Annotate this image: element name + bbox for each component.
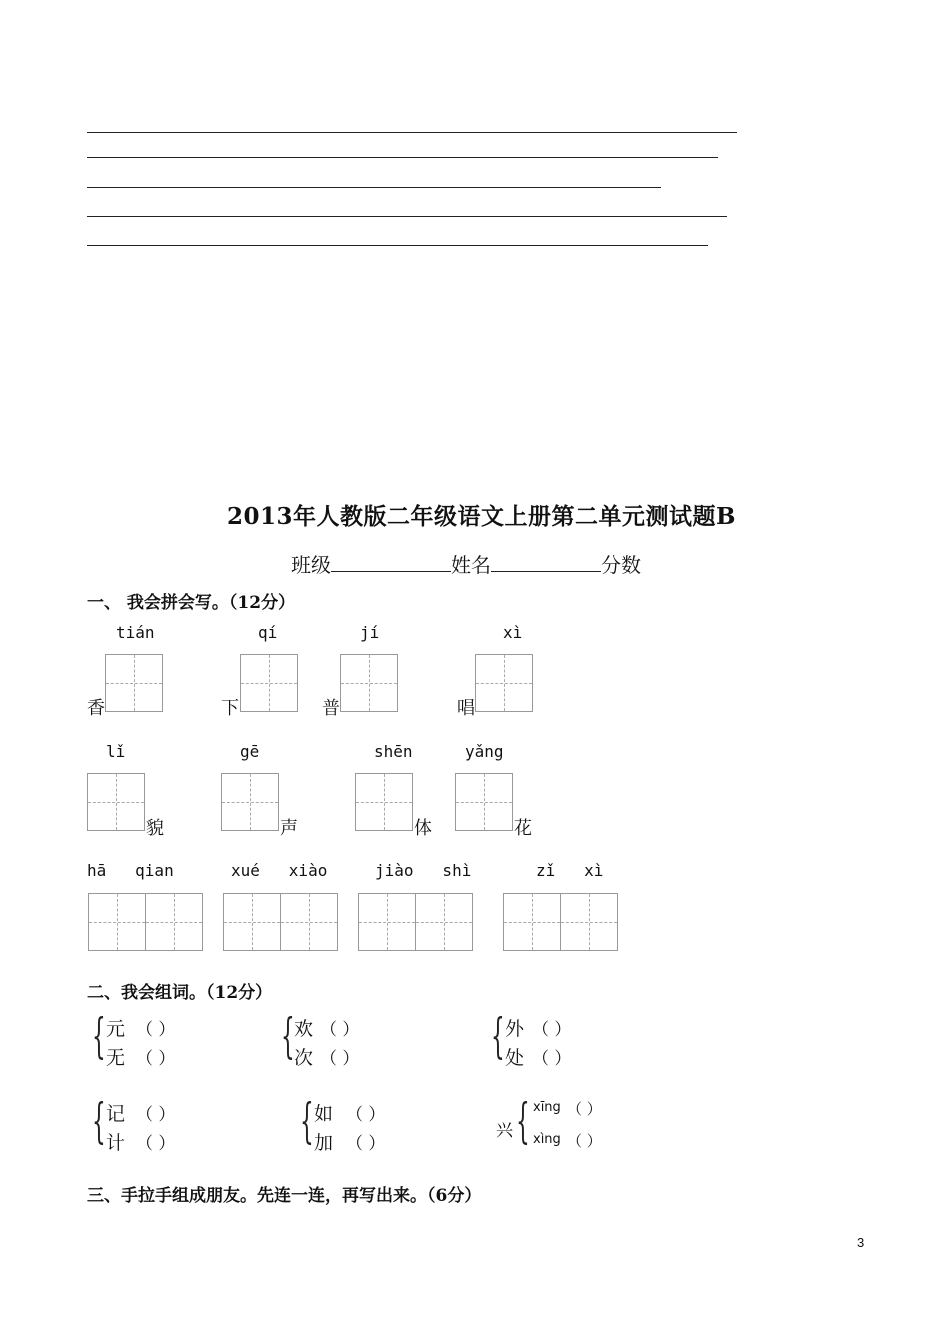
writing-box[interactable] <box>223 893 281 951</box>
name-blank[interactable] <box>491 553 601 572</box>
pinyin: tián <box>116 623 155 642</box>
writing-box[interactable] <box>355 773 413 831</box>
answer-paren[interactable]: （ ） <box>346 1105 386 1125</box>
given-char: 下 <box>221 698 239 719</box>
given-char: 香 <box>87 698 105 719</box>
page-title: 2013年人教版二年级语文上册第二单元测试题B <box>227 503 736 530</box>
score-label: 分数 <box>601 553 641 577</box>
writing-box[interactable] <box>221 773 279 831</box>
brace-icon: { <box>491 1008 505 1064</box>
writing-box[interactable] <box>240 654 298 712</box>
section-1-heading: 一、 我会拼会写。（12分） <box>87 593 296 613</box>
word-char: 元 <box>106 1018 126 1040</box>
brace-icon: { <box>92 1008 106 1064</box>
pinyin: yǎng <box>465 742 504 761</box>
writing-box[interactable] <box>145 893 203 951</box>
given-char: 唱 <box>457 698 475 719</box>
given-char: 花 <box>514 818 532 839</box>
brace-icon: { <box>281 1008 295 1064</box>
pinyin: qí <box>258 623 278 642</box>
answer-paren[interactable]: （ ） <box>136 1049 176 1069</box>
pinyin: xué xiào <box>231 861 328 880</box>
writing-box[interactable] <box>87 773 145 831</box>
brace-icon: { <box>92 1093 106 1149</box>
writing-box[interactable] <box>455 773 513 831</box>
writing-box[interactable] <box>280 893 338 951</box>
writing-box[interactable] <box>88 893 146 951</box>
answer-line <box>87 187 661 188</box>
answer-line <box>87 132 737 133</box>
word-char: 加 <box>314 1132 334 1154</box>
class-label: 班级 <box>291 553 331 577</box>
writing-box[interactable] <box>560 893 618 951</box>
word-char: 欢 <box>294 1018 314 1040</box>
answer-line <box>87 157 718 158</box>
name-label: 姓名 <box>451 553 491 577</box>
word-char: 外 <box>505 1018 525 1040</box>
answer-paren[interactable]: （ ） <box>346 1134 386 1154</box>
writing-box[interactable] <box>105 654 163 712</box>
pinyin: zǐ xì <box>536 861 604 880</box>
given-char: 声 <box>280 818 298 839</box>
pinyin: gē <box>240 742 260 761</box>
section-3-heading: 三、手拉手组成朋友。先连一连，再写出来。（6分） <box>87 1186 482 1206</box>
answer-paren[interactable]: （ ） <box>567 1132 602 1150</box>
answer-paren[interactable]: （ ） <box>567 1100 602 1118</box>
answer-paren[interactable]: （ ） <box>320 1020 360 1040</box>
answer-paren[interactable]: （ ） <box>532 1020 572 1040</box>
pinyin: hā qian <box>87 861 174 880</box>
class-blank[interactable] <box>331 553 451 572</box>
answer-paren[interactable]: （ ） <box>136 1105 176 1125</box>
given-char: 普 <box>322 698 340 719</box>
pinyin: jí <box>360 623 380 642</box>
word-char: 无 <box>106 1047 126 1069</box>
writing-box[interactable] <box>358 893 416 951</box>
pinyin: shēn <box>374 742 413 761</box>
answer-paren[interactable]: （ ） <box>136 1020 176 1040</box>
section-2-heading: 二、我会组词。（12分） <box>87 983 273 1003</box>
brace-icon: { <box>516 1093 530 1149</box>
brace-icon: { <box>300 1093 314 1149</box>
student-info <box>291 549 641 578</box>
xing-pinyin-1: xīng <box>533 1100 561 1115</box>
answer-line <box>87 245 708 246</box>
word-char: 次 <box>294 1047 314 1069</box>
word-char: 记 <box>106 1103 126 1125</box>
answer-paren[interactable]: （ ） <box>532 1049 572 1069</box>
word-char: 处 <box>505 1047 525 1069</box>
word-char: 计 <box>106 1132 126 1154</box>
answer-paren[interactable]: （ ） <box>136 1134 176 1154</box>
answer-line <box>87 216 727 217</box>
writing-box[interactable] <box>475 654 533 712</box>
xing-pinyin-2: xìng <box>533 1132 561 1147</box>
pinyin: lǐ <box>106 742 126 761</box>
given-char: 体 <box>414 818 432 839</box>
word-char: 如 <box>314 1103 334 1125</box>
pinyin: xì <box>503 623 523 642</box>
xing-char: 兴 <box>496 1121 513 1141</box>
page-number: 3 <box>857 1235 865 1250</box>
writing-box[interactable] <box>415 893 473 951</box>
writing-box[interactable] <box>503 893 561 951</box>
given-char: 貌 <box>146 818 164 839</box>
writing-box[interactable] <box>340 654 398 712</box>
pinyin: jiào shì <box>375 861 472 880</box>
answer-paren[interactable]: （ ） <box>320 1049 360 1069</box>
